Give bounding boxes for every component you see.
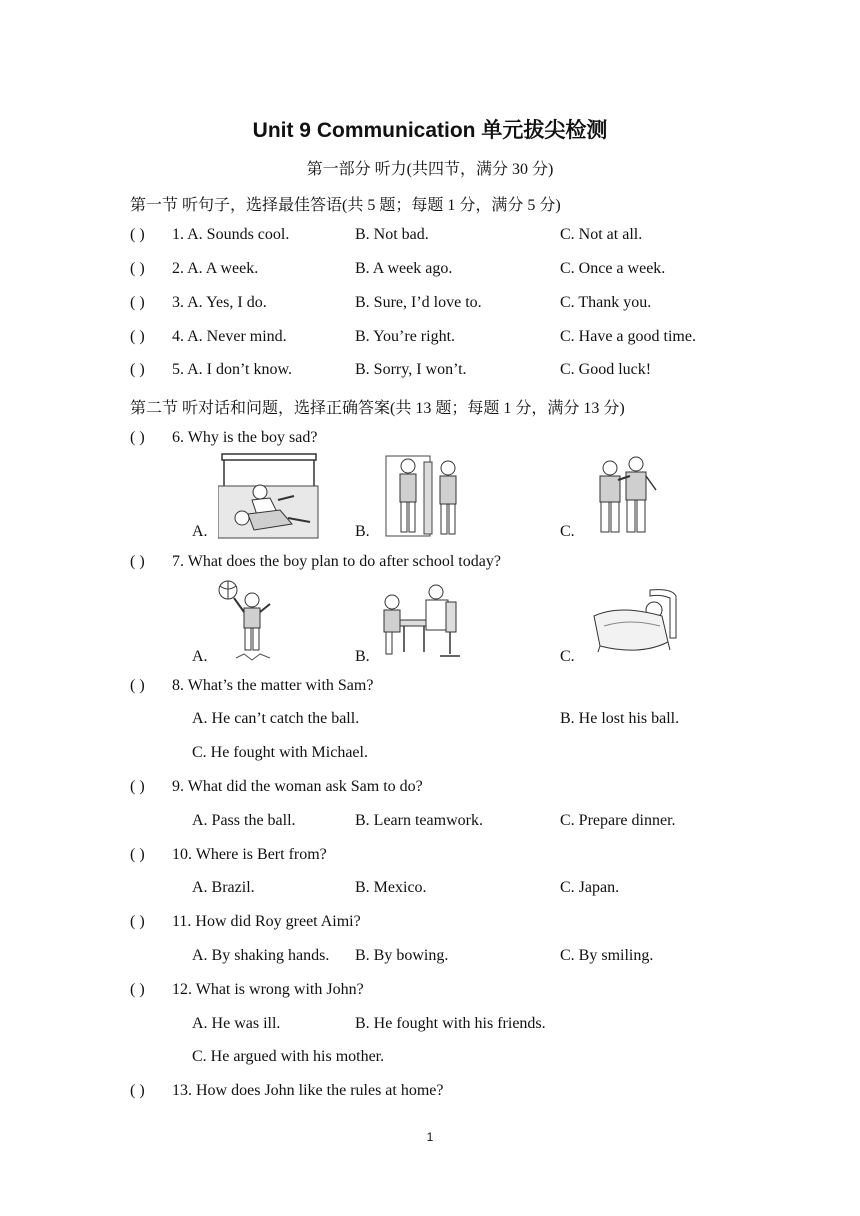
option-a: A. By shaking hands. — [192, 947, 330, 964]
section2-heading: 第二节 听对话和问题，选择正确答案(共 13 题；每题 1 分，满分 13 分) — [130, 400, 625, 417]
page-title: Unit 9 Communication 单元拔尖检测 — [252, 119, 608, 142]
answer-blank[interactable]: ( ) — [130, 1082, 145, 1099]
answer-blank[interactable]: ( ) — [130, 429, 145, 446]
option-c: C. Thank you. — [560, 294, 652, 311]
friends-hug-illustration — [584, 452, 664, 538]
boys-at-door-illustration — [384, 452, 468, 540]
option-a-label: A. — [192, 648, 208, 665]
option-c: C. Have a good time. — [560, 328, 696, 345]
answer-blank[interactable]: ( ) — [130, 260, 145, 277]
answer-blank[interactable]: ( ) — [130, 913, 145, 930]
answer-blank[interactable]: ( ) — [130, 361, 145, 378]
option-a-label: A. — [192, 523, 208, 540]
option-a: A. Pass the ball. — [192, 812, 296, 829]
page-number: 1 — [426, 1130, 434, 1144]
option-c: C. Japan. — [560, 879, 620, 896]
answer-blank[interactable]: ( ) — [130, 677, 145, 694]
option-b-label: B. — [355, 648, 370, 665]
option-b: B. Mexico. — [355, 879, 427, 896]
question-text: 6. Why is the boy sad? — [172, 429, 318, 446]
option-a: A. He can’t catch the ball. — [192, 710, 360, 727]
option-b: B. He lost his ball. — [560, 710, 680, 727]
option-c: C. Good luck! — [560, 361, 652, 378]
part-heading: 第一部分 听力(共四节，满分 30 分) — [306, 161, 554, 178]
question-text: 8. What’s the matter with Sam? — [172, 677, 374, 694]
answer-blank[interactable]: ( ) — [130, 294, 145, 311]
answer-blank[interactable]: ( ) — [130, 226, 145, 243]
answer-blank[interactable]: ( ) — [130, 778, 145, 795]
option-b: B. You’re right. — [355, 328, 456, 345]
option-b: B. Learn teamwork. — [355, 812, 483, 829]
option-c: C. He argued with his mother. — [192, 1048, 385, 1065]
basketball-player-illustration — [214, 578, 278, 662]
question-text: 7. What does the boy plan to do after school today? — [172, 553, 501, 570]
option-c: C. Not at all. — [560, 226, 643, 243]
question-number: 2. A. A week. — [172, 260, 259, 277]
question-number: 1. A. Sounds cool. — [172, 226, 290, 243]
question-text: 10. Where is Bert from? — [172, 846, 327, 863]
option-c: C. By smiling. — [560, 947, 654, 964]
question-number: 3. A. Yes, I do. — [172, 294, 267, 311]
question-text: 9. What did the woman ask Sam to do? — [172, 778, 423, 795]
option-b: B. Sorry, I won’t. — [355, 361, 467, 378]
answer-blank[interactable]: ( ) — [130, 981, 145, 998]
section1-heading: 第一节 听句子，选择最佳答语(共 5 题；每题 1 分，满分 5 分) — [130, 197, 561, 214]
option-b: B. Sure, I’d love to. — [355, 294, 482, 311]
question-text: 12. What is wrong with John? — [172, 981, 364, 998]
option-b: B. He fought with his friends. — [355, 1015, 546, 1032]
answer-blank[interactable]: ( ) — [130, 328, 145, 345]
option-c-label: C. — [560, 523, 575, 540]
answer-blank[interactable]: ( ) — [130, 553, 145, 570]
option-c-label: C. — [560, 648, 575, 665]
option-b: B. A week ago. — [355, 260, 453, 277]
fighting-boys-illustration — [218, 452, 320, 540]
sick-in-bed-illustration — [590, 586, 678, 658]
option-b: B. Not bad. — [355, 226, 429, 243]
question-text: 13. How does John like the rules at home? — [172, 1082, 444, 1099]
option-c: C. Once a week. — [560, 260, 666, 277]
option-b: B. By bowing. — [355, 947, 449, 964]
answer-blank[interactable]: ( ) — [130, 846, 145, 863]
question-text: 11. How did Roy greet Aimi? — [172, 913, 361, 930]
question-number: 5. A. I don’t know. — [172, 361, 293, 378]
option-a: A. Brazil. — [192, 879, 255, 896]
doctor-visit-illustration — [378, 580, 462, 662]
option-b-label: B. — [355, 523, 370, 540]
option-c: C. Prepare dinner. — [560, 812, 676, 829]
option-a: A. He was ill. — [192, 1015, 281, 1032]
option-c: C. He fought with Michael. — [192, 744, 368, 761]
question-number: 4. A. Never mind. — [172, 328, 287, 345]
